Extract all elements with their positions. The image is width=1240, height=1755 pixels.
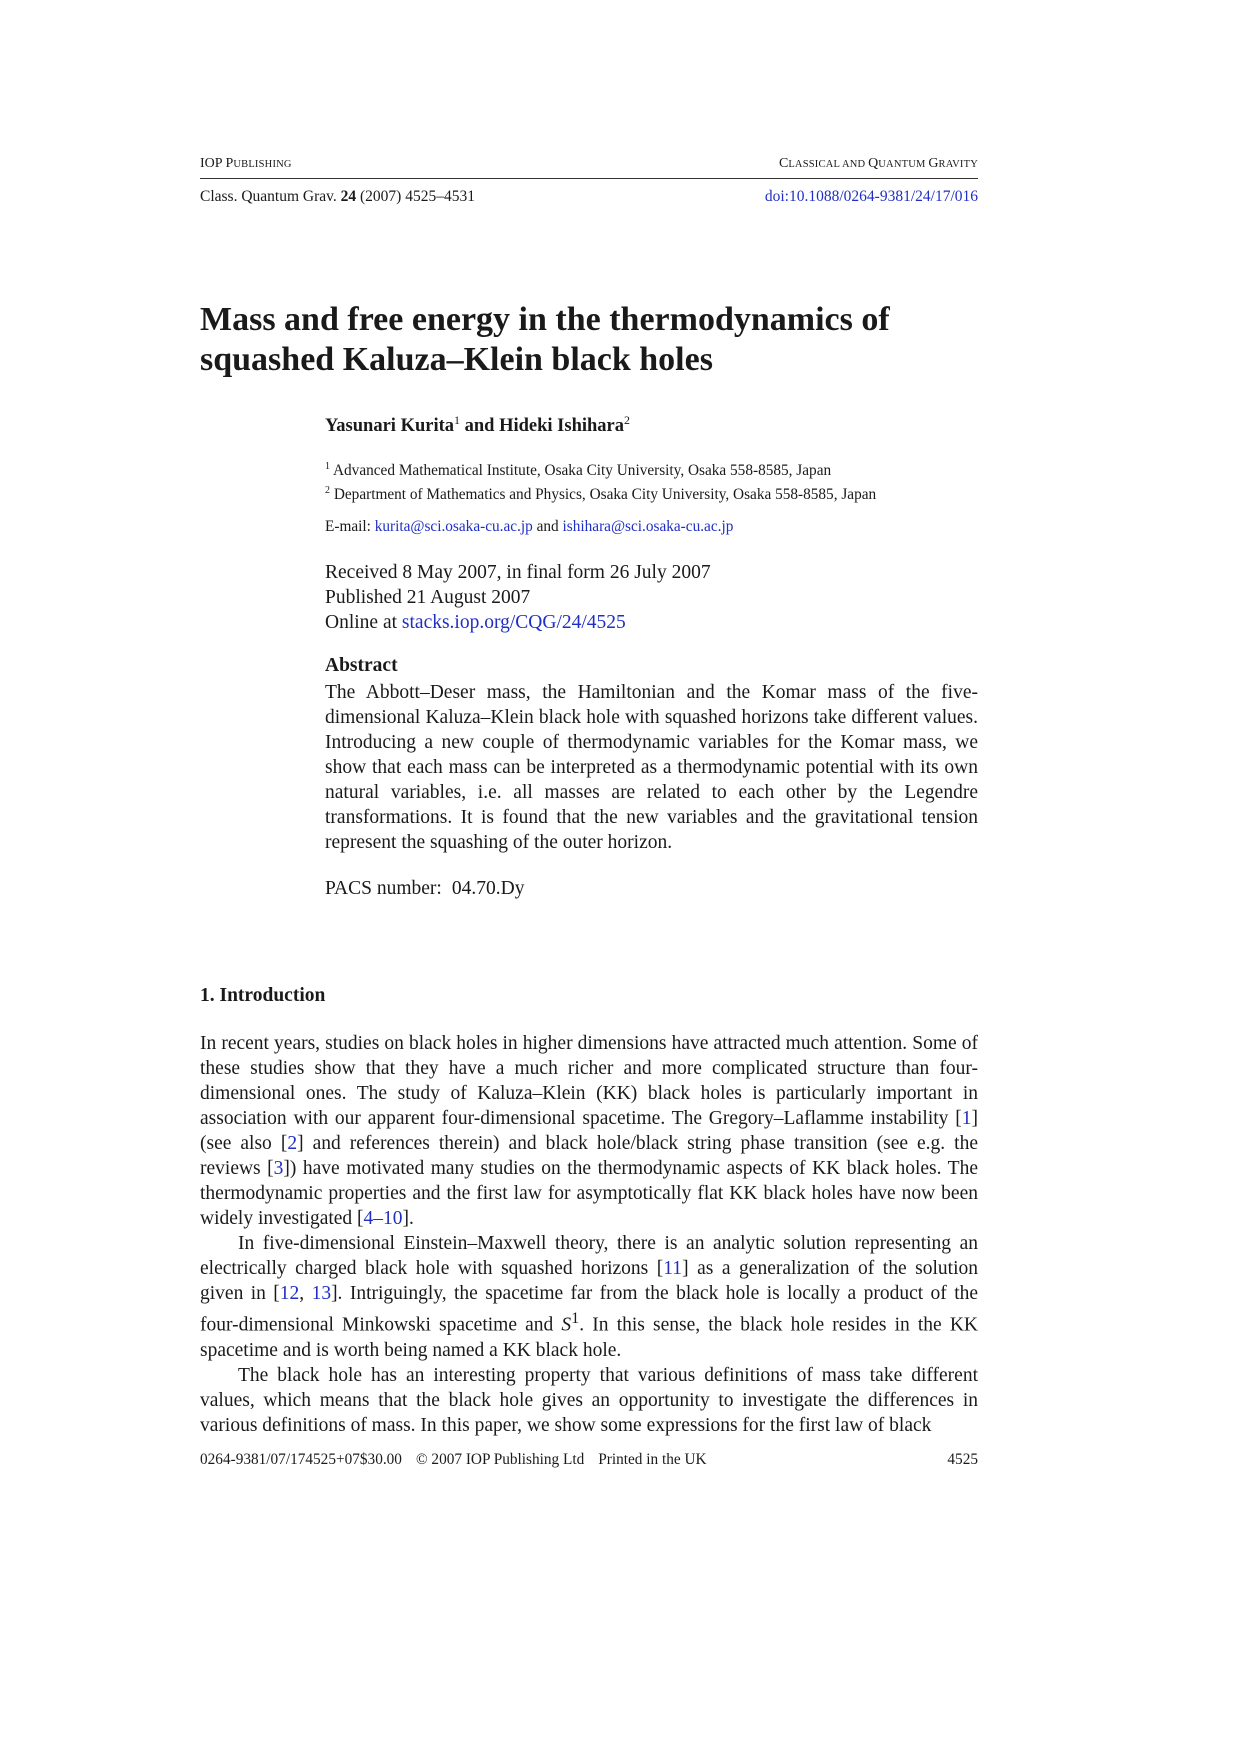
copyright: © 2007 IOP Publishing Ltd: [415, 1451, 585, 1468]
ref-link-3[interactable]: 3: [273, 1158, 284, 1179]
ref-link-11[interactable]: 11: [663, 1258, 683, 1279]
running-header: [200, 156, 978, 179]
affiliation-1: $^1$ Advanced Mathematical Institute, Osaka City University, Osaka 558-8585, Japan: [325, 461, 832, 480]
pacs-number: PACS number: 04.70.Dy: [325, 878, 525, 899]
published-date: Published 21 August 2007: [325, 587, 531, 608]
journal-name: CLASSICAL AND QUANTUM GRAVITY: [778, 156, 978, 171]
paragraph-2: In five-dimensional Einstein–Maxwell theory, there is an analytic solution representing an electrically charged black hole with squashed horizons [11] as a generalization of the solution given in [12, 13]. Intriguingly, the spacetime far from the black hole is locally a product of the four-dimensional Minkowski spacetime and $S^1$. In this sense, the black hole resides in the KK spacetime and is worth being named a KK black hole.: [200, 1233, 979, 1361]
author-list: Yasunari Kurita$^1$ and Hideki Ishihara$^2$: [325, 413, 631, 437]
ref-link-2[interactable]: 2: [287, 1133, 298, 1154]
author-2: Hideki Ishihara: [499, 416, 625, 437]
author-1: Yasunari Kurita: [325, 416, 455, 437]
ref-link-13[interactable]: 13: [311, 1283, 332, 1304]
abstract-heading: Abstract: [325, 655, 398, 676]
ref-link-4-10[interactable]: 4–10: [363, 1208, 403, 1229]
introduction-body: [200, 1031, 978, 1438]
publication-dates: [325, 560, 711, 635]
paragraph-1: In recent years, studies on black holes in higher dimensions have attracted much attention. Some of these studies show that they have a much richer and more complicated structure than four-dimensional ones. The study of Kaluza–Klein (KK) black holes is particularly important in association with our apparent four-dimensional spacetime. The Gregory–Laflamme instability [1] (see also [2] and references therein) and black hole/black string phase transition (see e.g. the reviews [3]) have motivated many studies on the thermodynamic aspects of KK black holes. The thermodynamic properties and the first law for asymptotically flat KK black holes have now been widely investigated [4–10].: [200, 1033, 978, 1229]
issn-price: 0264-9381/07/174525+07$30.00: [200, 1451, 402, 1468]
email-link-kurita[interactable]: kurita@sci.osaka-cu.ac.jp: [374, 518, 533, 535]
paragraph-3: The black hole has an interesting property that various definitions of mass take different values, which means that the black hole gives an opportunity to investigate the differences in various definitions of mass. In this paper, we show some expressions for the first law of black: [200, 1364, 978, 1436]
journal-citation: Class. Quantum Grav. 24 (2007) 4525–4531: [200, 188, 475, 205]
abstract-text: The Abbott–Deser mass, the Hamiltonian and the Komar mass of the five-dimensional Kaluza–Klein black hole with squashed horizons take different values. Introducing a new couple of thermodynamic variables for the Komar mass, we show that each mass can be interpreted as a thermodynamic potential with its own natural variables, i.e. all masses are related to each other by the Legendre transformations. It is found that the new variables and the gravitational tension represent the squashing of the outer horizon.: [325, 682, 978, 853]
email-line: E-mail: kurita@sci.osaka-cu.ac.jp and ishihara@sci.osaka-cu.ac.jp: [325, 518, 734, 535]
printed-in: Printed in the UK: [598, 1451, 707, 1468]
ref-link-12[interactable]: 12: [279, 1283, 300, 1304]
affiliation-2: $^2$ Department of Mathematics and Physics, Osaka City University, Osaka 558-8585, Japan: [325, 485, 877, 504]
doi-link[interactable]: doi:10.1088/0264-9381/24/17/016: [764, 188, 978, 205]
affiliations: [325, 457, 876, 505]
online-line: Online at stacks.iop.org/CQG/24/4525: [325, 612, 626, 633]
email-link-ishihara[interactable]: ishihara@sci.osaka-cu.ac.jp: [562, 518, 734, 535]
page-number: 4525: [947, 1451, 978, 1468]
section-heading-introduction: 1. Introduction: [200, 985, 326, 1006]
publisher-name: IOP PUBLISHING: [200, 156, 292, 171]
online-link[interactable]: stacks.iop.org/CQG/24/4525: [401, 612, 626, 633]
ref-link-1[interactable]: 1: [961, 1108, 972, 1129]
paper-title: Mass and free energy in the thermodynamics of squashed Kaluza–Klein black holes: [200, 301, 890, 378]
received-date: Received 8 May 2007, in final form 26 July 2007: [325, 562, 711, 583]
